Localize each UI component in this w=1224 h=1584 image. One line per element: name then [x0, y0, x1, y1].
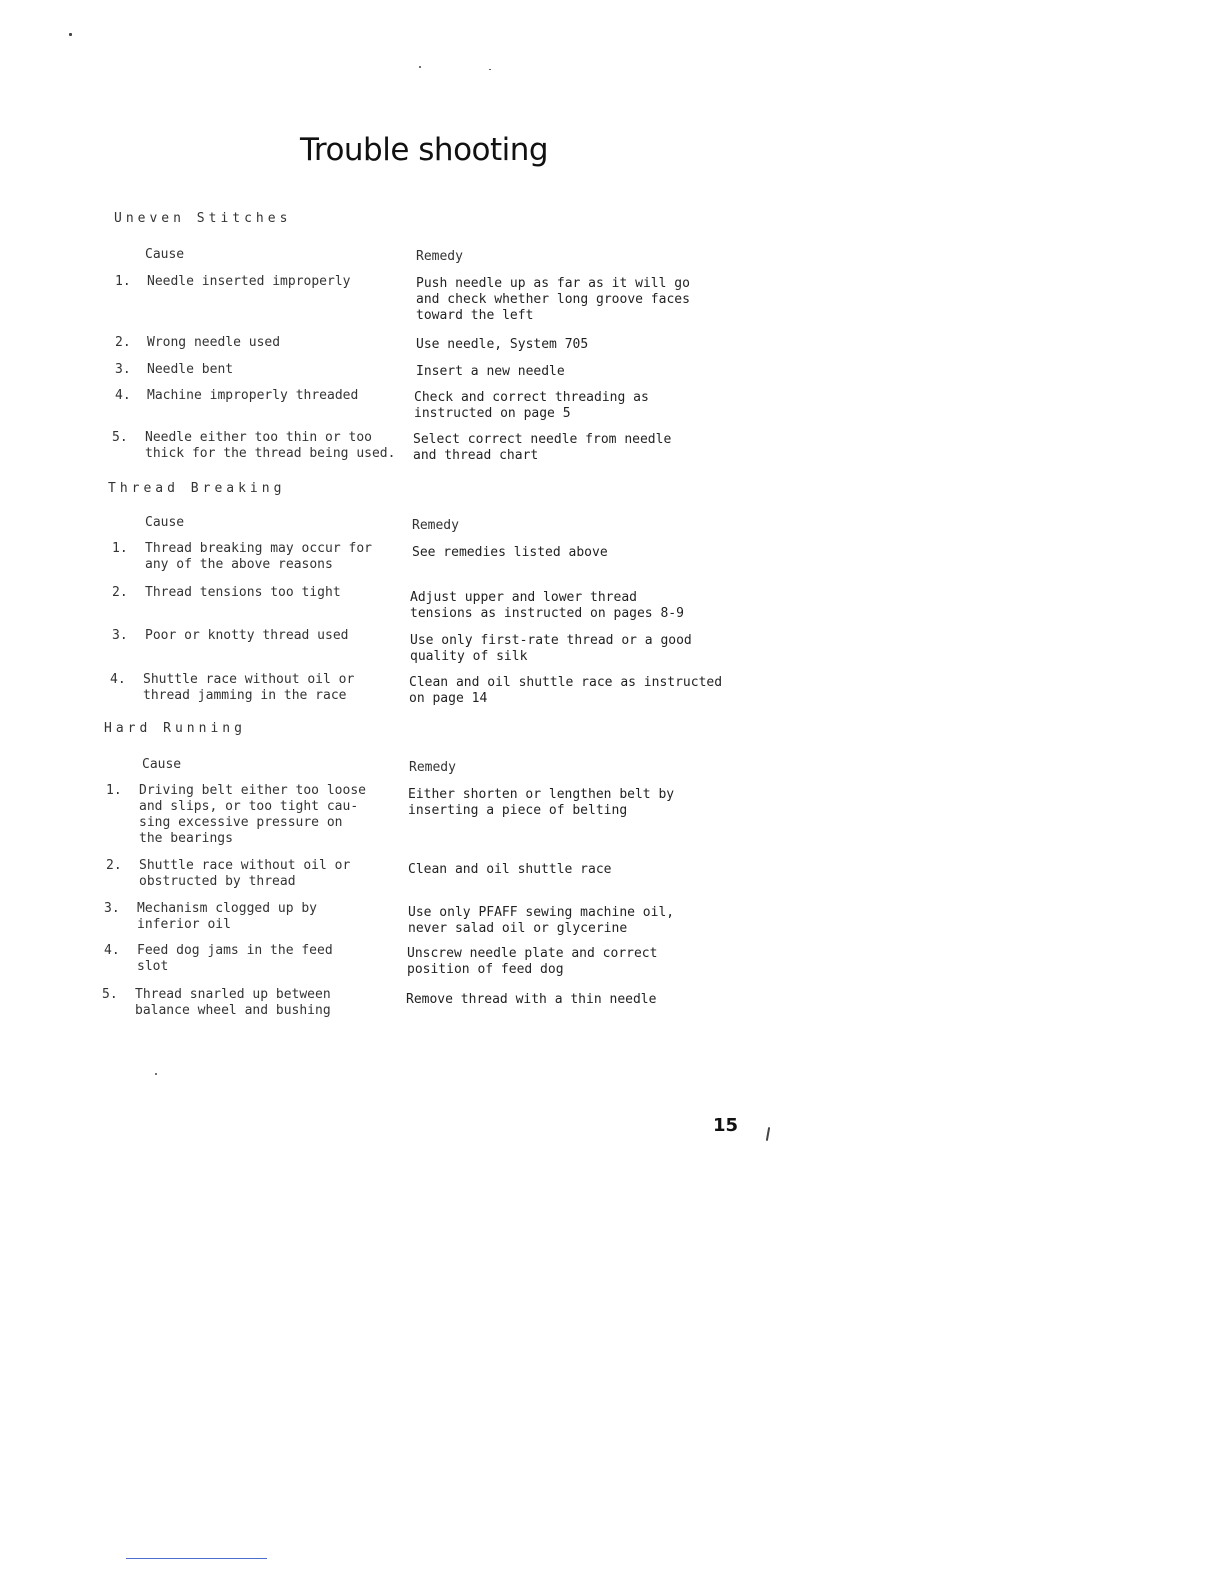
remedy-text: Clean and oil shuttle race [408, 862, 612, 877]
item-number: 4. [104, 943, 120, 958]
scan-speck [419, 66, 421, 68]
remedy-text: Select correct needle from needle and thread chart [413, 432, 672, 463]
cause-text: Poor or knotty thread used [145, 628, 349, 643]
cause-column-header: Cause [145, 247, 185, 262]
section-heading-thread-breaking: Thread Breaking [108, 481, 286, 496]
cause-text: Mechanism clogged up by inferior oil [137, 901, 318, 932]
item-number: 2. [106, 858, 122, 873]
item-number: 2. [112, 585, 128, 600]
section-heading-uneven-stitches: Uneven Stitches [114, 211, 292, 226]
cause-column-header: Cause [142, 757, 182, 772]
cause-text: Wrong needle used [147, 335, 281, 350]
cause-text: Thread tensions too tight [145, 585, 341, 600]
item-number: 4. [115, 388, 131, 403]
scan-mark [766, 1127, 770, 1141]
remedy-text: Use only first-rate thread or a good quality of silk [410, 633, 692, 664]
item-number: 3. [104, 901, 120, 916]
cause-text: Needle inserted improperly [147, 274, 351, 289]
cause-text: Driving belt either too loose and slips, or too tight cau- sing excessive pressure on the bearings [139, 783, 366, 846]
remedy-text: Insert a new needle [416, 364, 565, 379]
remedy-text: Clean and oil shuttle race as instructed on page 14 [409, 675, 723, 706]
remedy-column-header: Remedy [416, 249, 463, 264]
item-number: 3. [115, 362, 131, 377]
cause-text: Feed dog jams in the feed slot [137, 943, 333, 974]
cause-text: Thread breaking may occur for any of the above reasons [145, 541, 372, 572]
cause-text: Thread snarled up between balance wheel and bushing [135, 987, 331, 1018]
remedy-text: Check and correct threading as instructed on page 5 [414, 390, 649, 421]
remedy-text: Unscrew needle plate and correct position of feed dog [407, 946, 658, 977]
scan-speck [489, 69, 491, 70]
remedy-text: Either shorten or lengthen belt by inserting a piece of belting [408, 787, 675, 818]
remedy-text: Adjust upper and lower thread tensions as instructed on pages 8-9 [410, 590, 684, 621]
item-number: 4. [110, 672, 126, 687]
remedy-column-header: Remedy [412, 518, 459, 533]
cause-text: Shuttle race without oil or obstructed by thread [139, 858, 351, 889]
remedy-text: Push needle up as far as it will go and check whether long groove faces toward the left [416, 276, 690, 323]
item-number: 2. [115, 335, 131, 350]
remedy-text: See remedies listed above [412, 545, 608, 560]
page-title: Trouble shooting [300, 132, 549, 168]
remedy-text: Use only PFAFF sewing machine oil, never salad oil or glycerine [408, 905, 675, 936]
remedy-column-header: Remedy [409, 760, 456, 775]
item-number: 1. [115, 274, 131, 289]
scan-speck [69, 33, 72, 36]
cause-text: Shuttle race without oil or thread jamming in the race [143, 672, 355, 703]
page-number: 15 [713, 1115, 739, 1136]
cause-column-header: Cause [145, 515, 185, 530]
cause-text: Needle either too thin or too thick for the thread being used. [145, 430, 396, 461]
section-heading-hard-running: Hard Running [104, 721, 246, 736]
bottom-rule [126, 1558, 267, 1559]
remedy-text: Remove thread with a thin needle [406, 992, 657, 1007]
item-number: 5. [112, 430, 128, 445]
cause-text: Needle bent [147, 362, 234, 377]
cause-text: Machine improperly threaded [147, 388, 359, 403]
item-number: 1. [106, 783, 122, 798]
item-number: 1. [112, 541, 128, 556]
item-number: 3. [112, 628, 128, 643]
remedy-text: Use needle, System 705 [416, 337, 589, 352]
scan-speck [155, 1073, 157, 1075]
item-number: 5. [102, 987, 118, 1002]
